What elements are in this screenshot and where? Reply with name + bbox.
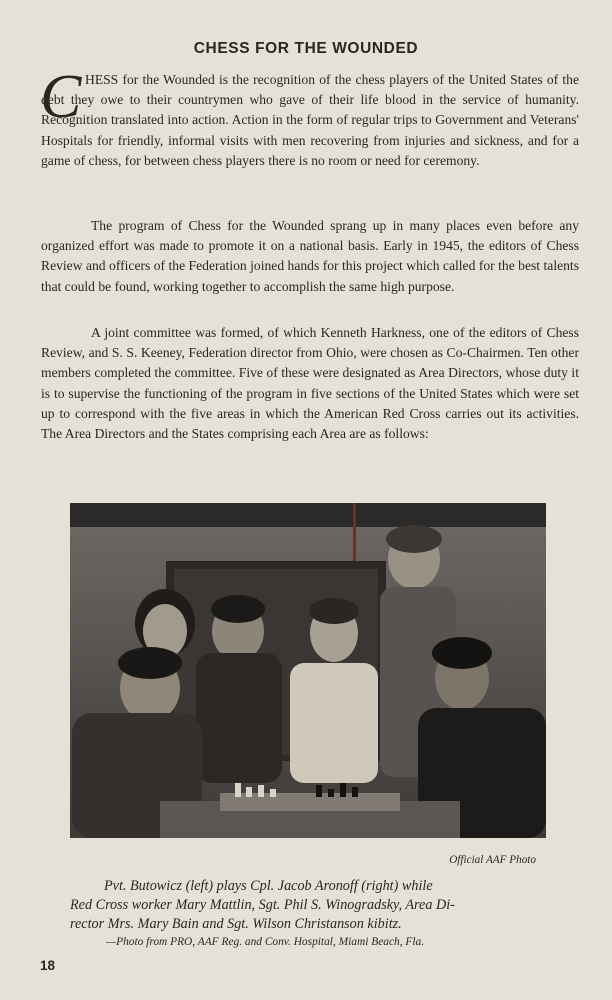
body-paragraph-3 (41, 323, 579, 444)
page-number: 18 (40, 958, 56, 973)
paragraph-text: The program of Chess for the Wounded sprang up in many places even before any organized effort was made to promote it on a national basis. Early in 1945, the editors of Chess Review and officers of the Federation joined hands for this project which called for the best talents that could be found, working together to accomplish the same high purpose. (41, 218, 579, 294)
body-paragraph-1 (41, 70, 579, 171)
photo-caption (70, 877, 550, 934)
photo-illustration (70, 503, 546, 838)
paragraph-text: A joint committee was formed, of which Kenneth Harkness, one of the editors of Chess Review, and S. S. Keeney, Federation director from Ohio, were chosen as Co-Chairmen. Ten other members completed the committee. Five of these were designated as Area Directors, whose duty it is to supervise the functioning of the program in five sections of the United States which were set up to correspond with the five areas in which the American Red Cross carries out its activities. The Area Directors and the States comprising each Area are as follows: (41, 325, 579, 442)
caption-line: rector Mrs. Mary Bain and Sgt. Wilson Christanson kibitz. (70, 916, 402, 932)
caption-line: Pvt. Butowicz (left) plays Cpl. Jacob Aronoff (right) while (104, 878, 433, 894)
chess-players-photo (70, 503, 546, 838)
caption-line: Red Cross worker Mary Mattlin, Sgt. Phil S. Winogradsky, Area Di- (70, 897, 455, 913)
paragraph-text: HESS for the Wounded is the recognition of the chess players of the United States of the debt they owe to their countrymen who gave of their life blood in the service of humanity. Recognition translated into action. Action in the form of regular trips to Government and Veterans' Hospitals for friendly, informal visits with men recovering from injuries and sickness, and for a game of chess, for between chess players there is no room or need for ceremony. (41, 72, 579, 168)
photo-credit: Official AAF Photo (449, 854, 536, 866)
article-title: CHESS FOR THE WOUNDED (193, 40, 419, 57)
drop-cap: C (40, 63, 82, 131)
body-paragraph-2 (41, 216, 579, 297)
photo-source: —Photo from PRO, AAF Reg. and Conv. Hospital, Miami Beach, Fla. (106, 936, 425, 948)
